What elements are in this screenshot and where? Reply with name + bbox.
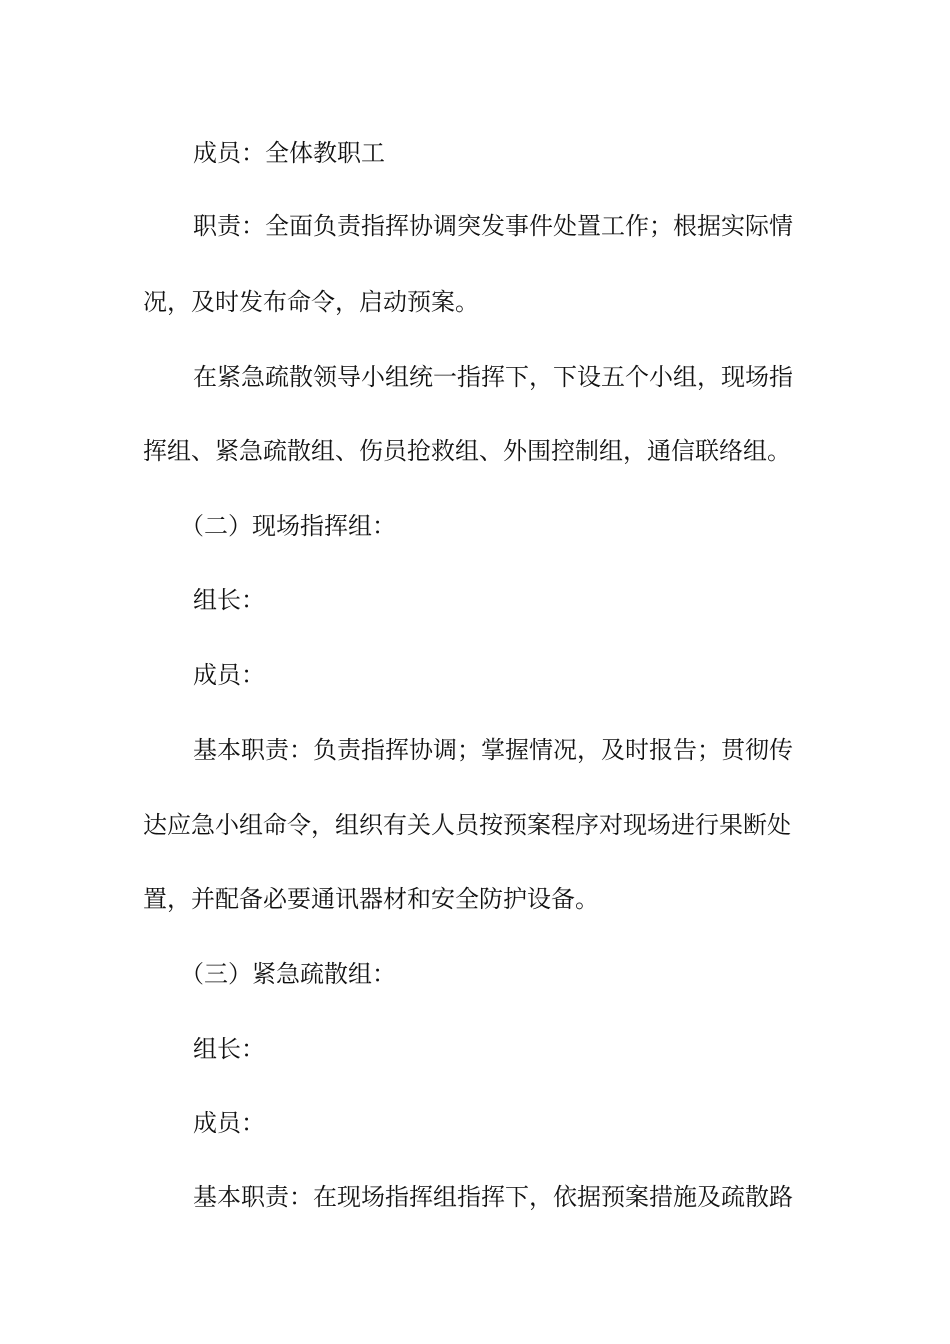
section-heading-field-command: （二）现场指挥组：	[180, 512, 396, 540]
basic-duties-paragraph-line: 置，并配备必要通讯器材和安全防护设备。	[143, 885, 599, 913]
subgroups-paragraph-line: 挥组、紧急疏散组、伤员抢救组、外围控制组，通信联络组。	[143, 437, 791, 465]
group-leader-line: 组长：	[193, 586, 265, 614]
duties-paragraph-line: 职责：全面负责指挥协调突发事件处置工作；根据实际情	[193, 212, 793, 240]
basic-duties-paragraph-line: 基本职责：负责指挥协调；掌握情况，及时报告；贯彻传	[193, 736, 793, 764]
group-members-line: 成员：	[193, 1109, 265, 1137]
basic-duties-paragraph-line: 达应急小组命令，组织有关人员按预案程序对现场进行果断处	[143, 811, 791, 839]
section-heading-evacuation: （三）紧急疏散组：	[180, 960, 396, 988]
members-line: 成员：全体教职工	[193, 139, 385, 167]
basic-duties-paragraph-line: 基本职责：在现场指挥组指挥下，依据预案措施及疏散路	[193, 1183, 793, 1211]
group-leader-line: 组长：	[193, 1035, 265, 1063]
group-members-line: 成员：	[193, 661, 265, 689]
subgroups-paragraph-line: 在紧急疏散领导小组统一指挥下，下设五个小组，现场指	[193, 363, 793, 391]
duties-paragraph-line: 况，及时发布命令，启动预案。	[143, 288, 479, 316]
